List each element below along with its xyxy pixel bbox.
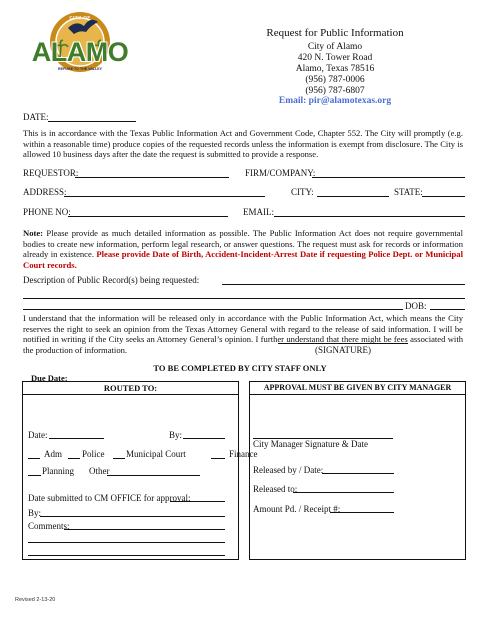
staff-section-title: TO BE COMPLETED BY CITY STAFF ONLY — [153, 363, 327, 373]
amount-field[interactable] — [330, 512, 394, 513]
routed-date-field[interactable] — [49, 438, 104, 439]
dob-field[interactable] — [430, 309, 465, 310]
description-field-3[interactable] — [23, 309, 403, 310]
firm-label: FIRM/COMPANY: — [245, 168, 316, 178]
requestor-label: REQUESTOR: — [23, 168, 79, 178]
check-adm[interactable] — [28, 458, 40, 459]
released-to-label: Released to: — [253, 484, 298, 494]
check-planning[interactable] — [28, 475, 41, 476]
comments-field-1[interactable] — [64, 529, 225, 530]
org-email-link[interactable]: Email: pir@alamotexas.org — [278, 96, 392, 106]
released-by-label: Released by / Date: — [253, 465, 324, 475]
submitted-cm-label: Date submitted to CM OFFICE for approval: — [28, 493, 191, 503]
intro-paragraph: This is in accordance with the Texas Public Information Act and Government Code, Chapter 552. The City will promptly (e.g. within a reasonable time) produce copies of the requested records unless the information is exempt from disclosure. The City is allowed 10 business days after the date the request is submitted to provide a response. — [23, 128, 463, 160]
logo-name: ALAMO — [31, 37, 129, 67]
logo-ring-text: CITY OF — [69, 15, 91, 20]
org-street: 420 N. Tower Road — [297, 53, 373, 63]
logo-tagline: REFUGE TO THE VALLEY — [58, 67, 102, 71]
comments-field-3[interactable] — [28, 555, 225, 556]
submitted-cm-field[interactable] — [170, 501, 225, 502]
dept-finance-label: Finance — [229, 449, 258, 459]
cm-signature-label: City Manager Signature & Date — [253, 439, 368, 449]
address-field[interactable] — [64, 196, 265, 197]
form-title: Request for Public Information — [266, 27, 404, 39]
signature-line[interactable] — [278, 343, 408, 344]
routed-date-label: Date: — [28, 430, 48, 440]
requestor-field[interactable] — [75, 177, 229, 178]
note-paragraph — [23, 228, 463, 270]
routed-by-label: By: — [169, 430, 183, 440]
state-field[interactable] — [422, 196, 465, 197]
org-name: City of Alamo — [307, 42, 363, 52]
by2-label: By: — [28, 508, 42, 518]
signature-label: (SIGNATURE) — [315, 345, 371, 355]
dept-court-label: Municipal Court — [126, 449, 186, 459]
due-date-label: Due Date: — [31, 373, 68, 383]
routed-by-field[interactable] — [183, 438, 225, 439]
state-label: STATE: — [394, 187, 423, 197]
date-label: DATE: — [23, 112, 49, 122]
org-phone-1: (956) 787-0006 — [305, 75, 365, 85]
dept-police-label: Police — [82, 449, 105, 459]
description-field-2[interactable] — [23, 298, 465, 299]
city-field[interactable] — [317, 196, 389, 197]
org-city: Alamo, Texas 78516 — [295, 64, 375, 74]
note-label: Note: — [23, 228, 44, 238]
released-by-field[interactable] — [322, 473, 394, 474]
phone-label: PHONE NO: — [23, 207, 71, 217]
phone-field[interactable] — [68, 216, 228, 217]
description-label: Description of Public Record(s) being requested: — [23, 275, 200, 285]
note-text: Please provide as much detailed information as possible. The Public Information Act does not require governmental bodies to create new information, perform legal research, or answer questions. The request must ask for records or information already in existence. — [23, 228, 463, 260]
amount-label: Amount Pd. / Receipt #: — [253, 504, 341, 514]
dept-other-field[interactable] — [107, 475, 200, 476]
comments-label: Comments: — [28, 521, 70, 531]
city-of-alamo-logo — [30, 6, 130, 86]
check-municipal-court[interactable] — [113, 458, 125, 459]
dept-other-label: Other — [89, 466, 110, 476]
approval-divider — [249, 394, 465, 395]
routed-to-title: ROUTED TO: — [103, 383, 158, 393]
routed-divider — [22, 394, 238, 395]
firm-field[interactable] — [312, 177, 465, 178]
email-label: EMAIL: — [243, 207, 274, 217]
comments-field-2[interactable] — [28, 542, 225, 543]
dob-label: DOB: — [405, 301, 427, 311]
dept-planning-label: Planning — [42, 466, 75, 476]
note-red-text: Please provide Date of Birth, Accident-Incident-Arrest Date if requesting Police Dept. or Municipal Court records. — [23, 249, 463, 270]
dept-adm-label: Adm — [44, 449, 62, 459]
address-label: ADDRESS: — [23, 187, 67, 197]
description-field-1[interactable] — [222, 284, 465, 285]
check-finance[interactable] — [211, 458, 225, 459]
check-police[interactable] — [68, 458, 80, 459]
released-to-field[interactable] — [293, 492, 394, 493]
org-phone-2: (956) 787-6807 — [305, 86, 365, 96]
city-label: CITY: — [291, 187, 314, 197]
email-field[interactable] — [274, 216, 465, 217]
approval-title: APPROVAL MUST BE GIVEN BY CITY MANAGER — [263, 383, 452, 392]
revised-footer: Revised 2-13-20 — [15, 597, 56, 603]
date-field[interactable] — [48, 121, 136, 122]
by2-field[interactable] — [40, 516, 225, 517]
agreement-paragraph: I understand that the information will be released only in accordance with the Public Information Act, which means the City reserves the right to seek an opinion from the Texas Attorney General with regard to the release of said information. I will be notified in writing if the City seeks an Attorney General’s opinion. I further understand that there might be fees associated with the production of information. — [23, 313, 463, 355]
